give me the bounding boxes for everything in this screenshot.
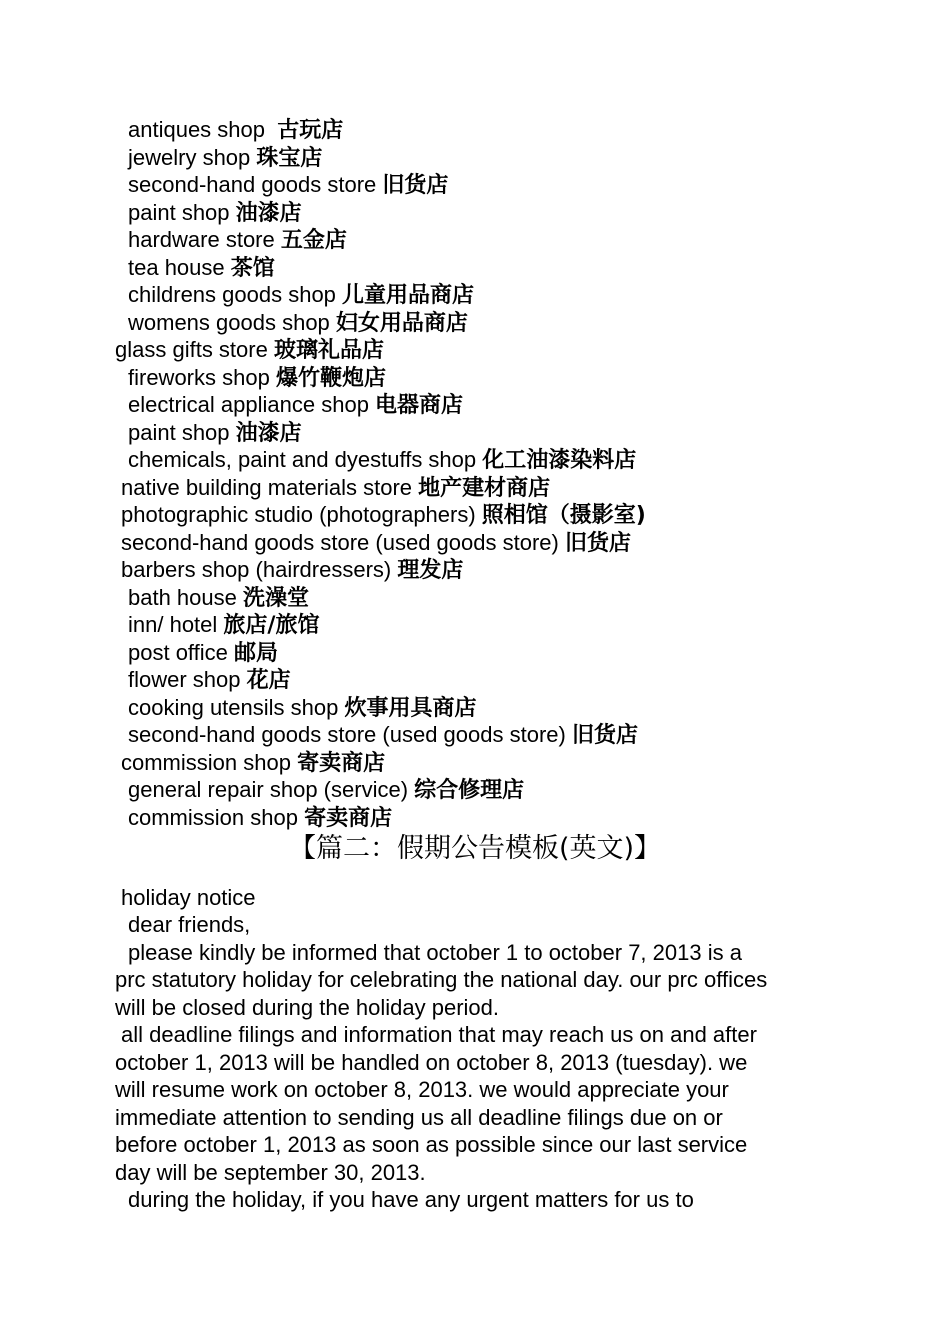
notice-line: please kindly be informed that october 1 to october 7, 2013 is a xyxy=(128,940,742,965)
shop-name-en: tea house xyxy=(128,255,231,280)
shop-name-zh: 爆竹鞭炮店 xyxy=(275,366,386,391)
list-item xyxy=(128,721,638,749)
notice-line: will be closed during the holiday period. xyxy=(115,995,500,1020)
list-item xyxy=(128,171,448,199)
shop-name-zh: 玻璃礼品店 xyxy=(273,338,384,363)
notice-line: holiday notice xyxy=(121,885,256,910)
list-item xyxy=(121,749,385,777)
list-item xyxy=(128,446,636,474)
list-item xyxy=(128,254,275,282)
notice-line: during the holiday, if you have any urgent matters for us to xyxy=(128,1187,694,1212)
shop-name-en: commission shop xyxy=(121,750,298,775)
list-item xyxy=(128,694,476,722)
shop-name-zh: 旧货店 xyxy=(382,173,449,198)
notice-line: all deadline filings and information that may reach us on and after xyxy=(121,1022,757,1047)
list-item xyxy=(128,391,463,419)
notice-line: prc statutory holiday for celebrating the national day. our prc offices xyxy=(115,967,768,992)
shop-name-en: post office xyxy=(128,640,234,665)
shop-name-en: paint shop xyxy=(128,200,236,225)
shop-name-en: childrens goods shop xyxy=(128,282,343,307)
shop-name-en: native building materials store xyxy=(121,475,419,500)
shop-name-zh: 古玩店 xyxy=(277,118,344,143)
list-item xyxy=(128,639,278,667)
shop-name-zh: 旧货店 xyxy=(564,531,631,556)
list-item xyxy=(121,501,646,529)
shop-name-en: jewelry shop xyxy=(128,145,257,170)
shop-name-zh: 理发店 xyxy=(397,558,464,583)
shop-name-zh: 化工油漆染料店 xyxy=(482,448,637,473)
shop-name-zh: 洗澡堂 xyxy=(242,586,309,611)
shop-name-zh: 珠宝店 xyxy=(256,146,323,171)
list-item xyxy=(128,309,468,337)
shop-name-en: barbers shop (hairdressers) xyxy=(121,557,398,582)
shop-name-zh: 茶馆 xyxy=(230,256,275,281)
shop-name-zh: 油漆店 xyxy=(235,201,302,226)
shop-name-en: commission shop xyxy=(128,805,305,830)
list-item xyxy=(121,529,631,557)
shop-name-zh: 旧货店 xyxy=(571,723,638,748)
notice-line: before october 1, 2013 as soon as possible since our last service xyxy=(115,1132,748,1157)
list-item xyxy=(128,584,309,612)
list-item xyxy=(115,336,384,364)
shop-name-en: fireworks shop xyxy=(128,365,276,390)
shop-name-en: chemicals, paint and dyestuffs shop xyxy=(128,447,483,472)
notice-line: day will be september 30, 2013. xyxy=(115,1160,426,1185)
shop-name-zh: 妇女用品商店 xyxy=(335,311,468,336)
shop-name-en: antiques shop xyxy=(128,117,278,142)
list-item xyxy=(128,666,291,694)
shop-name-zh: 邮局 xyxy=(234,641,279,666)
list-item xyxy=(128,226,347,254)
shop-name-zh: 电器商店 xyxy=(375,393,464,418)
list-item xyxy=(128,804,392,832)
shop-name-zh: 综合修理店 xyxy=(414,778,525,803)
shop-name-zh: 油漆店 xyxy=(235,421,302,446)
list-item xyxy=(128,116,343,144)
list-item xyxy=(128,776,524,804)
notice-line: october 1, 2013 will be handled on october 8, 2013 (tuesday). we xyxy=(115,1050,748,1075)
shop-name-en: bath house xyxy=(128,585,243,610)
shop-name-zh: 地产建材商店 xyxy=(418,476,551,501)
list-item xyxy=(121,556,463,584)
shop-name-en: second-hand goods store (used goods store) xyxy=(128,722,572,747)
shop-name-zh: 五金店 xyxy=(280,228,347,253)
notice-line: immediate attention to sending us all deadline filings due on or xyxy=(115,1105,723,1130)
shop-name-en: second-hand goods store (used goods store) xyxy=(121,530,565,555)
list-item xyxy=(121,474,550,502)
section-heading: 【篇二：假期公告模板(英文)】 xyxy=(288,833,662,864)
shop-name-en: second-hand goods store xyxy=(128,172,383,197)
shop-name-en: inn/ hotel xyxy=(128,612,224,637)
list-item xyxy=(128,144,322,172)
shop-name-zh: 寄卖商店 xyxy=(297,751,386,776)
list-item xyxy=(128,281,474,309)
shop-name-zh: 炊事用具商店 xyxy=(344,696,477,721)
notice-line: dear friends, xyxy=(128,912,251,937)
shop-name-en: womens goods shop xyxy=(128,310,336,335)
notice-line: will resume work on october 8, 2013. we would appreciate your xyxy=(115,1077,729,1102)
shop-name-en: paint shop xyxy=(128,420,236,445)
shop-name-zh: 旅店/旅馆 xyxy=(223,613,320,638)
list-item xyxy=(128,199,302,227)
shop-name-en: hardware store xyxy=(128,227,281,252)
shop-name-en: general repair shop (service) xyxy=(128,777,415,802)
shop-name-zh: 照相馆（摄影室) xyxy=(481,503,646,528)
shop-name-zh: 花店 xyxy=(246,668,291,693)
list-item xyxy=(128,611,319,639)
shop-name-en: electrical appliance shop xyxy=(128,392,376,417)
shop-name-zh: 寄卖商店 xyxy=(304,806,393,831)
shop-name-en: cooking utensils shop xyxy=(128,695,345,720)
shop-name-zh: 儿童用品商店 xyxy=(342,283,475,308)
list-item xyxy=(128,364,386,392)
list-item xyxy=(128,419,302,447)
shop-name-en: glass gifts store xyxy=(115,337,274,362)
shop-name-en: flower shop xyxy=(128,667,247,692)
shop-name-en: photographic studio (photographers) xyxy=(121,502,482,527)
